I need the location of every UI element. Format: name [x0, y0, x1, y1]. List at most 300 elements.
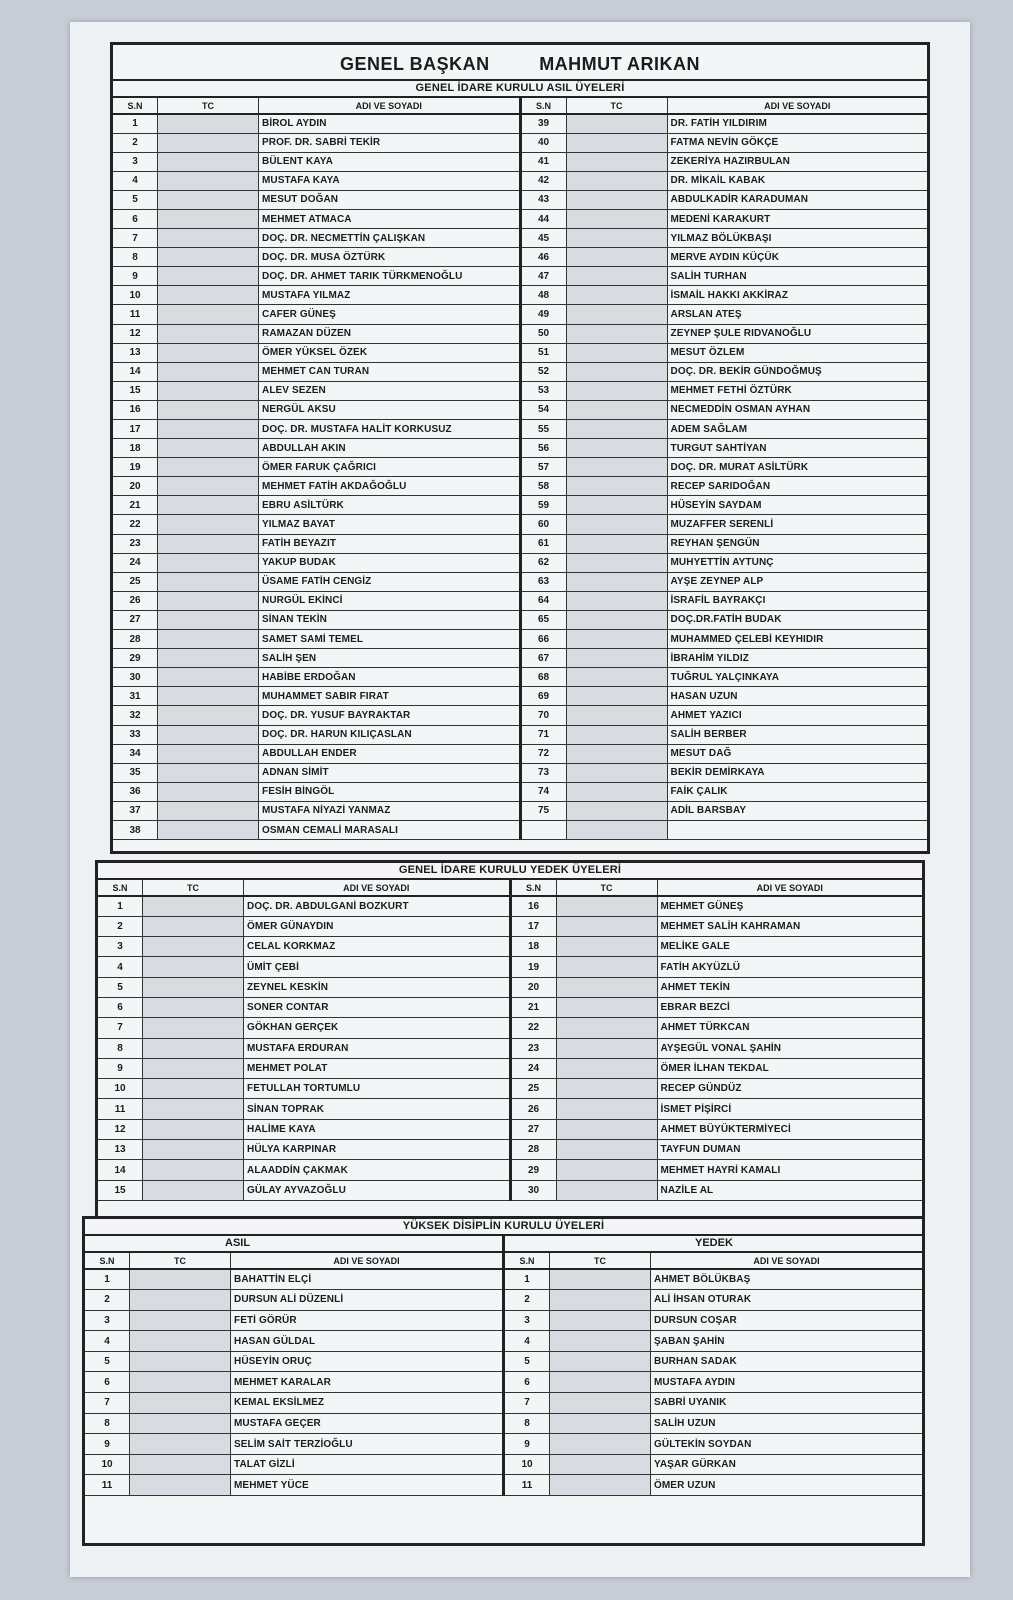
- member-name: MUSTAFA AYDIN: [651, 1372, 923, 1393]
- row-number: 1: [85, 1269, 130, 1290]
- member-name: FAİK ÇALIK: [667, 782, 927, 801]
- redacted-id: [566, 744, 667, 763]
- row-number: 44: [522, 209, 567, 228]
- member-name: MERVE AYDIN KÜÇÜK: [667, 248, 927, 267]
- member-name: NURGÜL EKİNCİ: [259, 591, 519, 610]
- redacted-id: [566, 630, 667, 649]
- redacted-id: [158, 190, 259, 209]
- row-number: 54: [522, 400, 567, 419]
- row-number: 25: [512, 1079, 557, 1099]
- member-name: HABİBE ERDOĞAN: [259, 668, 519, 687]
- row-number: 13: [98, 1140, 143, 1160]
- member-name: MEHMET POLAT: [244, 1058, 509, 1078]
- member-name: CELAL KORKMAZ: [244, 937, 509, 957]
- row-number: 19: [512, 957, 557, 977]
- yedek-label: YEDEK: [505, 1236, 922, 1253]
- table-row: [113, 610, 519, 629]
- member-name: ABDULLAH AKIN: [259, 439, 519, 458]
- member-name: GÖKHAN GERÇEK: [244, 1018, 509, 1038]
- redacted-id: [566, 610, 667, 629]
- redacted-id: [550, 1290, 651, 1311]
- member-name: MUSTAFA GEÇER: [231, 1413, 503, 1434]
- disiplin-yedek-table: [505, 1253, 922, 1496]
- table-row: [522, 763, 928, 782]
- redacted-id: [566, 591, 667, 610]
- member-name: BİROL AYDIN: [259, 114, 519, 133]
- table-row: [113, 229, 519, 248]
- row-number: 14: [113, 362, 158, 381]
- table-row: [98, 977, 509, 997]
- redacted-id: [158, 610, 259, 629]
- redacted-id: [158, 439, 259, 458]
- table-row: [113, 324, 519, 343]
- member-name: SALİH TURHAN: [667, 267, 927, 286]
- member-name: TALAT GİZLİ: [231, 1454, 503, 1475]
- president-role: GENEL BAŞKAN: [339, 54, 490, 74]
- col-sn: S.N: [522, 98, 567, 114]
- redacted-id: [566, 782, 667, 801]
- table-row: [98, 916, 509, 936]
- yedek-left-column: [98, 880, 509, 1201]
- redacted-id: [130, 1393, 231, 1414]
- row-number: 24: [512, 1058, 557, 1078]
- table-row: [98, 1160, 509, 1180]
- row-number: 24: [113, 553, 158, 572]
- row-number: 17: [512, 916, 557, 936]
- disiplin-asil-column: [85, 1236, 502, 1496]
- redacted-id: [143, 1180, 244, 1200]
- redacted-id: [556, 916, 657, 936]
- member-name: MUSTAFA ERDURAN: [244, 1038, 509, 1058]
- disiplin-yedek-column: [502, 1236, 922, 1496]
- row-number: 28: [113, 630, 158, 649]
- table-row: [113, 763, 519, 782]
- redacted-id: [143, 1119, 244, 1139]
- member-name: RAMAZAN DÜZEN: [259, 324, 519, 343]
- redacted-id: [566, 133, 667, 152]
- row-number: 30: [512, 1180, 557, 1200]
- redacted-id: [158, 820, 259, 839]
- member-name: DURSUN ALİ DÜZENLİ: [231, 1290, 503, 1311]
- row-number: 45: [522, 229, 567, 248]
- redacted-id: [566, 553, 667, 572]
- member-name: AYŞE ZEYNEP ALP: [667, 572, 927, 591]
- table-row: [512, 1099, 923, 1119]
- member-name: BEKİR DEMİRKAYA: [667, 763, 927, 782]
- row-number: 9: [113, 267, 158, 286]
- member-name: HÜLYA KARPINAR: [244, 1140, 509, 1160]
- row-number: 66: [522, 630, 567, 649]
- redacted-id: [158, 114, 259, 133]
- table-row: [512, 1058, 923, 1078]
- redacted-id: [566, 362, 667, 381]
- table-row: [522, 400, 928, 419]
- redacted-id: [143, 957, 244, 977]
- redacted-id: [550, 1475, 651, 1496]
- redacted-id: [158, 133, 259, 152]
- table-row: [98, 1038, 509, 1058]
- row-number: 10: [505, 1454, 550, 1475]
- row-number: 71: [522, 725, 567, 744]
- member-name: BÜLENT KAYA: [259, 152, 519, 171]
- redacted-id: [158, 649, 259, 668]
- redacted-id: [566, 572, 667, 591]
- redacted-id: [158, 400, 259, 419]
- table-row: [505, 1351, 922, 1372]
- table-row: [85, 1331, 502, 1352]
- redacted-id: [566, 496, 667, 515]
- redacted-id: [143, 1038, 244, 1058]
- yedek-section: [95, 860, 925, 1228]
- member-name: FATİH BEYAZIT: [259, 534, 519, 553]
- president-name: MAHMUT ARIKAN: [539, 54, 700, 74]
- member-name: HÜSEYİN SAYDAM: [667, 496, 927, 515]
- row-number: 22: [113, 515, 158, 534]
- row-number: 21: [113, 496, 158, 515]
- table-row: [505, 1331, 922, 1352]
- member-name: YILMAZ BÖLÜKBAŞI: [667, 229, 927, 248]
- member-name: HÜSEYİN ORUÇ: [231, 1351, 503, 1372]
- table-row: [98, 997, 509, 1017]
- table-row: [98, 957, 509, 977]
- redacted-id: [143, 997, 244, 1017]
- redacted-id: [550, 1310, 651, 1331]
- row-number: 9: [505, 1434, 550, 1455]
- row-number: 36: [113, 782, 158, 801]
- redacted-id: [566, 668, 667, 687]
- yedek-right-table: [512, 880, 923, 1201]
- table-row: [113, 114, 519, 133]
- redacted-id: [556, 1038, 657, 1058]
- member-name: HALİME KAYA: [244, 1119, 509, 1139]
- table-row: [85, 1393, 502, 1414]
- redacted-id: [158, 744, 259, 763]
- col-sn: S.N: [512, 880, 557, 896]
- redacted-id: [550, 1393, 651, 1414]
- table-row: [505, 1434, 922, 1455]
- member-name: HASAN GÜLDAL: [231, 1331, 503, 1352]
- row-number: 7: [113, 229, 158, 248]
- table-row: [522, 610, 928, 629]
- redacted-id: [158, 420, 259, 439]
- row-number: 64: [522, 591, 567, 610]
- redacted-id: [158, 534, 259, 553]
- row-number: 20: [113, 477, 158, 496]
- member-name: RECEP GÜNDÜZ: [657, 1079, 922, 1099]
- member-name: DOÇ. DR. ABDULGANİ BOZKURT: [244, 896, 509, 916]
- redacted-id: [550, 1331, 651, 1352]
- table-row: [113, 343, 519, 362]
- redacted-id: [158, 343, 259, 362]
- table-row: [522, 305, 928, 324]
- member-name: ÜSAME FATİH CENGİZ: [259, 572, 519, 591]
- redacted-id: [143, 977, 244, 997]
- row-number: 21: [512, 997, 557, 1017]
- redacted-id: [566, 229, 667, 248]
- redacted-id: [566, 343, 667, 362]
- table-row: [512, 1079, 923, 1099]
- table-row: [113, 706, 519, 725]
- table-row: [85, 1290, 502, 1311]
- member-name: ALAADDİN ÇAKMAK: [244, 1160, 509, 1180]
- row-number: 29: [512, 1160, 557, 1180]
- member-name: MEHMET CAN TURAN: [259, 362, 519, 381]
- row-number: 11: [505, 1475, 550, 1496]
- table-row: [505, 1372, 922, 1393]
- row-number: 31: [113, 687, 158, 706]
- redacted-id: [566, 305, 667, 324]
- row-number: 3: [98, 937, 143, 957]
- table-row: [522, 324, 928, 343]
- redacted-id: [566, 324, 667, 343]
- table-row: [113, 630, 519, 649]
- member-name: SALİH ŞEN: [259, 649, 519, 668]
- member-name: DOÇ. DR. YUSUF BAYRAKTAR: [259, 706, 519, 725]
- table-row: [512, 1140, 923, 1160]
- redacted-id: [130, 1290, 231, 1311]
- table-row: [98, 1180, 509, 1200]
- row-number: 42: [522, 171, 567, 190]
- row-number: 8: [505, 1413, 550, 1434]
- member-name: DR. FATİH YILDIRIM: [667, 114, 927, 133]
- redacted-id: [566, 725, 667, 744]
- row-number: 6: [505, 1372, 550, 1393]
- table-row: [98, 1099, 509, 1119]
- table-row: [113, 687, 519, 706]
- member-name: SONER CONTAR: [244, 997, 509, 1017]
- member-name: ÜMİT ÇEBİ: [244, 957, 509, 977]
- member-name: İSRAFİL BAYRAKÇI: [667, 591, 927, 610]
- member-name: YAŞAR GÜRKAN: [651, 1454, 923, 1475]
- redacted-id: [556, 1140, 657, 1160]
- member-name: EBRU ASİLTÜRK: [259, 496, 519, 515]
- row-number: 8: [85, 1413, 130, 1434]
- row-number: 75: [522, 801, 567, 820]
- table-row: [522, 668, 928, 687]
- asil-label: ASIL: [85, 1236, 502, 1253]
- member-name: DR. MİKAİL KABAK: [667, 171, 927, 190]
- redacted-id: [550, 1372, 651, 1393]
- row-number: 2: [113, 133, 158, 152]
- row-number: 57: [522, 458, 567, 477]
- member-name: AHMET BÖLÜKBAŞ: [651, 1269, 923, 1290]
- row-number: 6: [113, 209, 158, 228]
- row-number: 8: [98, 1038, 143, 1058]
- redacted-id: [556, 977, 657, 997]
- asil-left-column: [113, 98, 519, 840]
- row-number: 52: [522, 362, 567, 381]
- row-number: 11: [85, 1475, 130, 1496]
- row-number: 1: [98, 896, 143, 916]
- row-number: 12: [98, 1119, 143, 1139]
- member-name: AYŞEGÜL VONAL ŞAHİN: [657, 1038, 922, 1058]
- redacted-id: [566, 420, 667, 439]
- table-row: [85, 1475, 502, 1496]
- member-name: İSMET PİŞİRCİ: [657, 1099, 922, 1119]
- table-row: [85, 1454, 502, 1475]
- row-number: 19: [113, 458, 158, 477]
- row-number: 7: [98, 1018, 143, 1038]
- redacted-id: [566, 439, 667, 458]
- member-name: ABDULLAH ENDER: [259, 744, 519, 763]
- disiplin-section: [82, 1216, 925, 1546]
- row-number: 50: [522, 324, 567, 343]
- redacted-id: [550, 1454, 651, 1475]
- member-name: İBRAHİM YILDIZ: [667, 649, 927, 668]
- table-row: [113, 305, 519, 324]
- row-number: 34: [113, 744, 158, 763]
- member-name: FESİH BİNGÖL: [259, 782, 519, 801]
- member-name: ÖMER UZUN: [651, 1475, 923, 1496]
- table-row: [98, 1119, 509, 1139]
- redacted-id: [566, 477, 667, 496]
- redacted-id: [556, 1119, 657, 1139]
- member-name: SİNAN TEKİN: [259, 610, 519, 629]
- table-row: [98, 1079, 509, 1099]
- member-name: MELİKE GALE: [657, 937, 922, 957]
- redacted-id: [566, 381, 667, 400]
- table-row: [85, 1434, 502, 1455]
- redacted-id: [566, 649, 667, 668]
- table-row: [113, 362, 519, 381]
- redacted-id: [158, 171, 259, 190]
- table-row: [113, 171, 519, 190]
- redacted-id: [143, 1099, 244, 1119]
- table-row: [522, 209, 928, 228]
- redacted-id: [143, 1140, 244, 1160]
- table-row: [522, 171, 928, 190]
- member-name: PROF. DR. SABRİ TEKİR: [259, 133, 519, 152]
- row-number: 47: [522, 267, 567, 286]
- table-row: [512, 1160, 923, 1180]
- redacted-id: [158, 553, 259, 572]
- table-row: [505, 1310, 922, 1331]
- table-row: [113, 534, 519, 553]
- main-title: [113, 45, 927, 81]
- table-row: [522, 477, 928, 496]
- redacted-id: [556, 1180, 657, 1200]
- member-name: FETİ GÖRÜR: [231, 1310, 503, 1331]
- col-name: ADI VE SOYADI: [244, 880, 509, 896]
- redacted-id: [566, 209, 667, 228]
- redacted-id: [143, 1058, 244, 1078]
- table-row: [505, 1393, 922, 1414]
- table-row: [512, 1038, 923, 1058]
- redacted-id: [566, 763, 667, 782]
- redacted-id: [566, 687, 667, 706]
- table-row: [505, 1290, 922, 1311]
- member-name: SAMET SAMİ TEMEL: [259, 630, 519, 649]
- redacted-id: [158, 706, 259, 725]
- row-number: 73: [522, 763, 567, 782]
- row-number: 43: [522, 190, 567, 209]
- table-row: [85, 1310, 502, 1331]
- member-name: ZEYNEL KESKİN: [244, 977, 509, 997]
- row-number: 53: [522, 381, 567, 400]
- member-name: ÖMER GÜNAYDIN: [244, 916, 509, 936]
- redacted-id: [158, 267, 259, 286]
- table-row: [505, 1454, 922, 1475]
- redacted-id: [566, 400, 667, 419]
- redacted-id: [566, 458, 667, 477]
- table-row: [113, 133, 519, 152]
- col-tc: TC: [143, 880, 244, 896]
- table-row: [85, 1269, 502, 1290]
- col-tc: TC: [556, 880, 657, 896]
- table-row: [98, 896, 509, 916]
- row-number: 7: [505, 1393, 550, 1414]
- row-number: 10: [85, 1454, 130, 1475]
- table-row: [522, 458, 928, 477]
- member-name: ŞABAN ŞAHİN: [651, 1331, 923, 1352]
- row-number: 28: [512, 1140, 557, 1160]
- member-name: OSMAN CEMALİ MARASALI: [259, 820, 519, 839]
- col-tc: TC: [550, 1253, 651, 1269]
- member-name: ALİ İHSAN OTURAK: [651, 1290, 923, 1311]
- member-name: DOÇ. DR. MURAT ASİLTÜRK: [667, 458, 927, 477]
- col-sn: S.N: [98, 880, 143, 896]
- member-name: MUZAFFER SERENLİ: [667, 515, 927, 534]
- table-row: [113, 381, 519, 400]
- row-number: 5: [113, 190, 158, 209]
- redacted-id: [158, 477, 259, 496]
- table-row: [98, 1018, 509, 1038]
- member-name: MEHMET FATİH AKDAĞOĞLU: [259, 477, 519, 496]
- redacted-id: [158, 591, 259, 610]
- row-number: 67: [522, 649, 567, 668]
- table-row: [512, 937, 923, 957]
- redacted-id: [158, 630, 259, 649]
- member-name: [667, 820, 927, 839]
- table-row: [505, 1475, 922, 1496]
- redacted-id: [566, 706, 667, 725]
- redacted-id: [158, 572, 259, 591]
- member-name: ÖMER YÜKSEL ÖZEK: [259, 343, 519, 362]
- member-name: ÖMER FARUK ÇAĞRICI: [259, 458, 519, 477]
- redacted-id: [566, 820, 667, 839]
- redacted-id: [130, 1331, 231, 1352]
- member-name: KEMAL EKSİLMEZ: [231, 1393, 503, 1414]
- row-number: 26: [113, 591, 158, 610]
- redacted-id: [158, 305, 259, 324]
- table-row: [522, 572, 928, 591]
- table-row: [113, 190, 519, 209]
- row-number: 18: [113, 439, 158, 458]
- asil-right-column: [519, 98, 928, 840]
- redacted-id: [566, 248, 667, 267]
- row-number: 11: [98, 1099, 143, 1119]
- table-row: [113, 668, 519, 687]
- member-name: SİNAN TOPRAK: [244, 1099, 509, 1119]
- redacted-id: [566, 171, 667, 190]
- member-name: DOÇ. DR. AHMET TARIK TÜRKMENOĞLU: [259, 267, 519, 286]
- table-row: [522, 133, 928, 152]
- col-sn: S.N: [505, 1253, 550, 1269]
- member-name: MUSTAFA KAYA: [259, 171, 519, 190]
- member-name: ZEYNEP ŞULE RIDVANOĞLU: [667, 324, 927, 343]
- redacted-id: [158, 248, 259, 267]
- row-number: 38: [113, 820, 158, 839]
- redacted-id: [158, 725, 259, 744]
- table-row: [522, 801, 928, 820]
- table-row: [512, 1119, 923, 1139]
- redacted-id: [556, 1058, 657, 1078]
- document-sheet: [70, 22, 970, 1577]
- col-name: ADI VE SOYADI: [667, 98, 927, 114]
- member-name: AHMET TEKİN: [657, 977, 922, 997]
- redacted-id: [566, 286, 667, 305]
- member-name: MESUT ÖZLEM: [667, 343, 927, 362]
